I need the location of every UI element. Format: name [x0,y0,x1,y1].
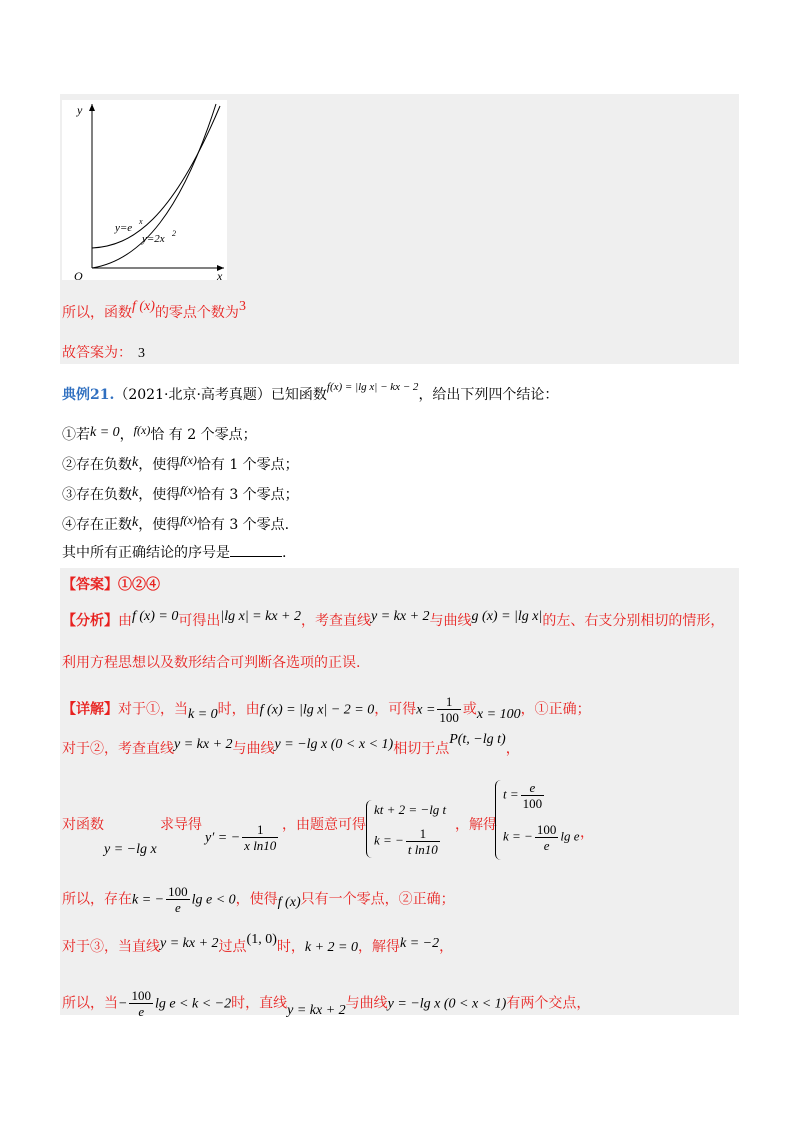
item-1-math-k: k = 0 [90,425,120,440]
line-b-math-point: P(t, −lg t) [449,732,506,747]
x-axis-label: x [217,269,223,280]
curve-parabola-label: y=2x [142,233,165,245]
detail-text-e: ，①正确； [520,701,591,718]
origin-label: O [74,269,83,280]
line-c-text-e: ， [580,825,594,841]
problem-question [62,542,286,564]
item-3-math-fx: f(x) [180,483,197,497]
analysis-math-1: f (x) = 0 [132,609,179,624]
line-e-math-eq: k + 2 = 0 [304,940,358,955]
line-e-text-b: 过点 [218,939,247,955]
system-2-row-2 [503,822,579,853]
line-f-text-d: 有两个交点， [506,995,591,1012]
problem-source: （2021·北京·高考真题）已知函数 [114,387,327,403]
system-1-row-2-num: 1 [406,826,440,842]
item-1-text-c: 恰 有 2 个零点； [150,427,257,443]
system-2-brace [495,780,502,860]
line-e-text-c: 时， [276,939,305,955]
problem-item-4 [62,514,289,537]
detail-line-3-label-a [62,814,104,836]
detail-line-5 [62,932,454,959]
line-f-frac [129,988,153,1019]
analysis-text-a: 由 [118,613,132,629]
line-c-text-a: 对函数 [62,817,104,833]
graph-figure [62,100,227,280]
item-1-text-b: ， [119,427,134,443]
analysis-text-c: ，考查直线 [301,613,371,629]
detail-line-2 [62,732,520,761]
curve-exp-label: y=e [115,222,133,234]
item-2-math-fx: f(x) [180,453,197,467]
problem-tail: ，给出下列四个结论： [418,387,559,403]
line-c-deriv-frac [242,822,278,853]
problem-item-1 [62,424,257,447]
analysis-line-2 [62,652,360,674]
detail-line-1 [62,694,591,725]
system-2-row-2-frac [535,822,559,853]
line-f-text-c: 与曲线 [345,995,388,1012]
detail-math-eq: f (x) = |lg x| − 2 = 0 [259,702,375,718]
line-d-math-pre: k = − [132,892,165,908]
curve-parabola-label-sup: 2 [172,229,176,238]
detail-text-c: ，可得 [374,701,417,718]
detail-frac [437,694,461,725]
prev-conclusion-math: f (x) [132,299,155,314]
line-b-math-line: y = kx + 2 [174,737,233,752]
item-2-text-b: ，使得 [138,457,181,473]
answer-blank [230,542,282,557]
detail-line-6 [62,988,590,1019]
line-e-math-k: k = −2 [399,936,440,951]
curve-exp-label-sup: x [139,217,143,226]
detail-frac-num: 1 [437,694,461,710]
line-d-frac [166,884,190,915]
detail-math-x100: x = 100 [476,706,521,722]
line-c-text-d: ，解得 [455,817,497,833]
line-d-math-fx: f (x) [277,894,301,910]
item-2-text-c: 恰有 1 个零点； [196,457,299,473]
analysis-text-b: 可得出 [178,613,221,629]
item-2-math-k: k [132,455,139,470]
system-2-row-1-pre: t = [503,786,519,802]
system-2-row-2-pre: k = − [503,828,533,844]
detail-line-3-label-e [580,822,594,844]
system-1-row-1: kt + 2 = −lg t [374,802,447,817]
line-f-text-b: 时，直线 [231,995,288,1012]
problem-header [62,381,559,407]
line-c-deriv-den: x ln10 [244,838,277,853]
item-4-math-k: k [132,515,139,530]
line-e-math-line: y = kx + 2 [160,936,219,951]
prev-conclusion-text-b: 的零点个数为 [154,305,239,321]
line-b-math-curve: y = −lg x (0 < x < 1) [274,737,394,752]
detail-line-3-label-c [282,814,366,836]
line-d-math-post: lg e < 0 [191,892,236,908]
analysis-tag: 【分析】 [62,613,118,629]
item-3-text-b: ，使得 [138,487,181,503]
system-2-row-2-num: 100 [536,822,557,837]
system-2-row-1-num: e [521,780,545,796]
analysis-line-2-text: 利用方程思想以及数形结合可判断各选项的正误. [62,655,361,671]
line-b-text-d: ， [505,741,520,757]
item-4-math-fx: f(x) [180,513,197,527]
line-d-frac-num: 100 [168,884,188,899]
line-f-frac-num: 100 [131,988,151,1003]
item-4-text-a: ④存在正数 [62,517,132,533]
item-3-math-k: k [132,485,139,500]
system-2-row-2-post: lg e [560,828,580,844]
analysis-text-e: 的左、右支分别相切的情形， [542,613,725,629]
line-f-math-pre: − [118,996,128,1012]
analysis-math-3: y = kx + 2 [371,609,430,624]
item-2-text-a: ②存在负数 [62,457,132,473]
prev-conclusion-value: 3 [238,299,246,314]
line-e-text-e: ， [439,939,454,955]
problem-function: f(x) = |lg x| − kx − 2 [326,381,419,393]
analysis-text-d: 与曲线 [429,613,472,629]
item-1-text-a: ①若 [62,427,90,443]
detail-line-3-deriv [205,822,280,853]
line-d-text-a: 所以，存在 [62,891,132,908]
detail-math-x: x = [416,702,436,718]
line-f-math-post: lg e < k < −2 [154,996,232,1012]
system-1 [366,800,456,858]
answer-line [62,574,160,596]
answer-text: 【答案】①②④ [62,577,160,593]
line-d-frac-den: e [174,900,181,915]
prev-answer-value: 3 [138,346,145,361]
prev-answer-label: 故答案为： [62,345,132,361]
question-end: . [282,545,287,561]
detail-line-4 [62,884,455,915]
system-1-row-2-pre: k = − [374,832,404,848]
curve-exp [92,106,220,248]
detail-line-3-label-d [455,814,497,836]
item-3-text-c: 恰有 3 个零点； [196,487,299,503]
analysis-math-4: g (x) = |lg x| [471,609,543,624]
line-c-text-b: 求导得 [160,817,202,833]
problem-label: 典例21. [62,387,115,403]
line-d-text-c: 只有一个零点，②正确； [300,891,455,908]
detail-math-k0: k = 0 [188,706,218,722]
prev-answer-line [62,342,145,365]
line-d-text-b: ，使得 [235,891,278,908]
item-3-text-a: ③存在负数 [62,487,132,503]
graph-svg [62,100,227,280]
detail-text-b: 时，由 [217,701,260,718]
system-2 [495,780,585,860]
question-text: 其中所有正确结论的序号是 [62,545,230,561]
line-f-math-curve: y = −lg x (0 < x < 1) [387,996,507,1012]
analysis-math-2: |lg x| = kx + 2 [220,609,301,624]
line-f-math-line: y = kx + 2 [287,1002,346,1018]
y-axis-arrow [89,104,95,111]
system-1-row-2-den: t ln10 [407,842,438,857]
system-2-row-2-den: e [543,838,550,853]
system-2-row-1 [503,780,546,811]
line-b-text-b: 与曲线 [232,741,275,757]
line-c-deriv-num: 1 [242,822,278,838]
analysis-line-1 [62,610,724,633]
line-f-text-a: 所以，当 [62,995,118,1012]
detail-line-3-label-b [160,814,202,836]
system-2-row-1-frac [521,780,545,811]
y-axis-label: y [77,103,83,117]
detail-text-a: 对于①，当 [118,701,188,718]
item-4-text-b: ，使得 [138,517,181,533]
line-c-deriv-pre: y′ = − [205,830,241,846]
item-4-text-c: 恰有 3 个零点. [196,517,290,533]
detail-line-3-func [104,838,157,861]
problem-item-2 [62,454,299,477]
line-c-math-func: y = −lg x [104,842,157,857]
detail-text-d: 或 [462,701,477,718]
system-2-row-1-den: 100 [522,796,543,811]
line-e-text-d: ，解得 [357,939,400,955]
line-b-text-c: 相切于点 [393,741,450,757]
item-1-math-fx: f(x) [133,423,151,437]
detail-tag: 【详解】 [62,701,118,718]
line-f-frac-den: e [138,1004,145,1019]
line-e-text-a: 对于③，当直线 [62,939,160,955]
system-1-row-2-frac [406,826,440,857]
line-c-text-c: ，由题意可得 [282,817,366,833]
line-b-text-a: 对于②，考查直线 [62,741,174,757]
system-1-row-2 [374,826,442,857]
problem-item-3 [62,484,299,507]
detail-frac-den: 100 [439,710,459,725]
system-1-brace [366,800,373,858]
prev-conclusion-line [62,299,246,325]
line-e-math-point: (1, 0) [246,932,277,947]
prev-conclusion-text-a: 所以，函数 [62,305,132,321]
